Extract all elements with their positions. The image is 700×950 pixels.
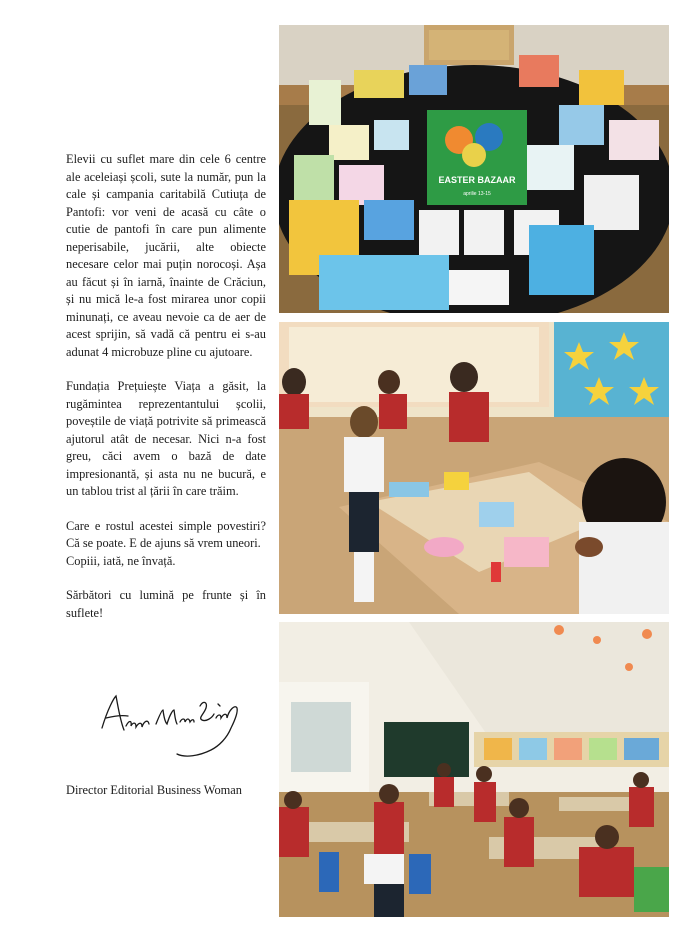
paragraph-3b: Copiii, iată, ne învață. [66,553,176,568]
paragraph-1: Elevii cu suflet mare din cele 6 centre ale aceleiași școli, sute la număr, pun la cale și campania caritabilă Cutiuța de Pantofi: vor veni de acasă cu câte o cutie de pantofi în care pun alimente neperisabile, jucării, alte obiecte necesare celor mai puțin norocoși. Așa au făcut și în iarnă, înainte de Crăciun, și nu mică le-a fost mirarea unor copii minunați, ce aveau nevoie ca de aer de acest sprijin, să vadă că pentru ei s-au adunat 4 microbuze pline cu ajutoare. [66,152,266,359]
photo-easter-bazaar [279,25,669,313]
paragraph-4: Sărbători cu lumină pe frunte și în suflete! [66,588,266,620]
photo-classroom [279,622,669,917]
paragraph-2: Fundația Prețuiește Viața a găsit, la rugămintea reprezentantului școlii, poveștile de viață potrivite să primească ajutorul atât de necesar. Nici n-a fost greu, căci avem o bază de date impresionantă, și asta nu ne bucură, e un tablou trist al țării în care trăim. [66,379,266,498]
paragraph-3: Care e rostul acestei simple povestiri? Că se poate. E de ajuns să vrem uneori. Copiii, iată, ne învață. [66,518,266,571]
poster-title: EASTER BAZAAR [438,175,516,185]
photo-children-crafting [279,322,669,614]
article-text [66,151,266,622]
signature-image [96,688,256,766]
signature-caption: Director Editorial Business Woman [66,783,242,797]
poster-small: aprilie 13-15 [463,191,491,197]
